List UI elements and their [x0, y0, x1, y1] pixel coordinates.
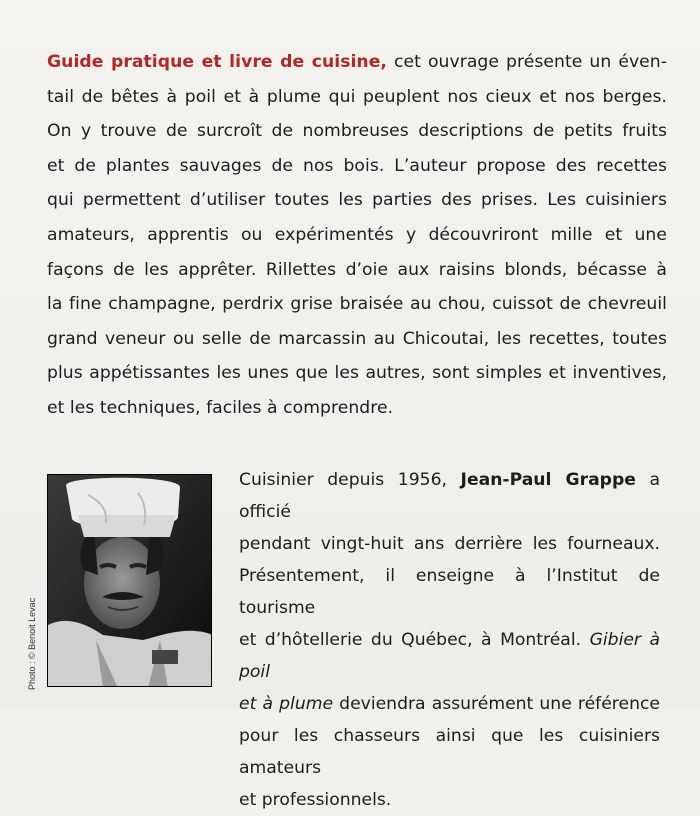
- photo-credit: Photo : © Benoit Levac: [27, 597, 37, 690]
- intro-lead: Guide pratique et livre de cuisine,: [47, 52, 387, 72]
- chef-portrait-image: [48, 475, 212, 687]
- bio-line: et à plume deviendra assurément une référence: [239, 694, 660, 714]
- intro-line: tail de bêtes à poil et à plume qui peuplent nos cieux et nos berges.: [47, 86, 667, 107]
- author-photo: [47, 474, 212, 687]
- book-title-part: Gibier à poil: [239, 630, 660, 682]
- bio-line: Présentement, il enseigne à l’Institut de tourisme: [239, 566, 660, 618]
- book-title-part: et à plume: [239, 694, 334, 714]
- intro-paragraph: [47, 45, 667, 426]
- bio-line: Cuisinier depuis 1956, Jean-Paul Grappe a officié: [239, 470, 661, 522]
- bio-line: et professionnels.: [239, 790, 392, 810]
- bio-line: et d’hôtellerie du Québec, à Montréal. Gibier à poil: [239, 630, 660, 682]
- intro-line: et de plantes sauvages de nos bois. L’auteur propose des recettes: [47, 155, 667, 176]
- intro-line: qui permettent d’utiliser toutes les parties des prises. Les cuisiniers: [47, 190, 667, 211]
- intro-line: plus appétissantes les unes que les autres, sont simples et inventives,: [47, 363, 667, 384]
- bio-line: pendant vingt-huit ans derrière les fourneaux.: [239, 534, 660, 554]
- intro-line: la fine champagne, perdrix grise braisée au chou, cuissot de chevreuil: [47, 294, 667, 315]
- intro-line: façons de les apprêter. Rillettes d’oie aux raisins blonds, bécasse à: [47, 259, 667, 280]
- intro-line: amateurs, apprentis ou expérimentés y découvriront mille et une: [47, 224, 667, 245]
- intro-line: grand veneur ou selle de marcassin au Chicoutai, les recettes, toutes: [47, 328, 667, 349]
- bio-line: pour les chasseurs ainsi que les cuisiniers amateurs: [239, 726, 660, 778]
- author-bio-paragraph: [239, 464, 660, 816]
- intro-line: On y trouve de surcroît de nombreuses descriptions de petits fruits: [47, 121, 667, 142]
- author-name: Jean-Paul Grappe: [460, 470, 636, 490]
- intro-line: Guide pratique et livre de cuisine, cet ouvrage présente un éven-: [47, 52, 667, 72]
- intro-line: et les techniques, faciles à comprendre.: [47, 397, 394, 418]
